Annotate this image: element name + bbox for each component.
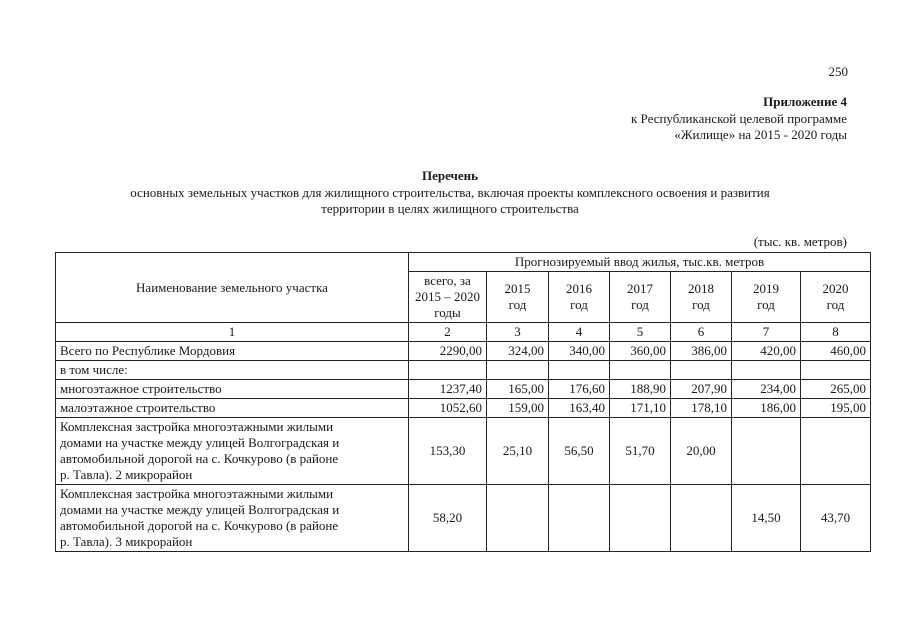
cell-2019: [732, 418, 801, 485]
header-year-2019-god: год: [757, 297, 775, 312]
row-name-line: автомобильной дорогой на с. Кочкурово (в районе: [60, 451, 339, 466]
cell-2018: 207,90: [671, 380, 732, 399]
header-year-2019: [732, 272, 801, 323]
cell-2020: [801, 361, 871, 380]
cell-2015: 25,10: [487, 418, 549, 485]
header-year-2018-god: год: [692, 297, 710, 312]
row-name-line: домами на участке между улицей Волгоградская и: [60, 502, 340, 517]
cell-2015: [487, 485, 549, 552]
appendix-title: Приложение 4: [763, 94, 847, 109]
column-number: 8: [801, 323, 871, 342]
header-total-line-2: 2015 – 2020: [415, 289, 480, 304]
column-number: 5: [610, 323, 671, 342]
column-number: 4: [549, 323, 610, 342]
cell-total: 2290,00: [409, 342, 487, 361]
cell-2018: 386,00: [671, 342, 732, 361]
cell-2018: 20,00: [671, 418, 732, 485]
cell-2019: 186,00: [732, 399, 801, 418]
row-name-line: домами на участке между улицей Волгоградская и: [60, 435, 340, 450]
cell-2019: 14,50: [732, 485, 801, 552]
header-year-2018: [671, 272, 732, 323]
cell-2018: 178,10: [671, 399, 732, 418]
row-name-line: р. Тавла). 3 микрорайон: [60, 534, 193, 549]
document-title: Перечень: [421, 168, 479, 183]
header-year-2020-god: год: [826, 297, 845, 312]
appendix-line-2: «Жилище» на 2015 - 2020 годы: [674, 127, 847, 142]
cell-2019: 420,00: [732, 342, 801, 361]
column-number: 7: [732, 323, 801, 342]
row-name: многоэтажное строительство: [56, 380, 409, 399]
column-number: 6: [671, 323, 732, 342]
cell-total: 1052,60: [409, 399, 487, 418]
row-name-line: р. Тавла). 2 микрорайон: [60, 467, 193, 482]
header-year-2017-value: 2017: [627, 281, 653, 296]
cell-2016: [549, 361, 610, 380]
header-year-2018-value: 2018: [688, 281, 714, 296]
header-year-2020-value: 2020: [822, 281, 849, 296]
cell-2016: 163,40: [549, 399, 610, 418]
header-year-2020: [801, 272, 871, 323]
cell-2020: 195,00: [801, 399, 871, 418]
cell-2015: [487, 361, 549, 380]
cell-2019: [732, 361, 801, 380]
cell-total: [409, 361, 487, 380]
table-row: [56, 380, 871, 399]
row-name: [56, 418, 409, 485]
cell-2018: [671, 361, 732, 380]
table-row: [56, 361, 871, 380]
cell-2017: [610, 485, 671, 552]
column-number: 2: [409, 323, 487, 342]
cell-2016: 176,60: [549, 380, 610, 399]
cell-2016: 340,00: [549, 342, 610, 361]
header-forecast-group: Прогнозируемый ввод жилья, тыс.кв. метров: [409, 253, 871, 272]
header-year-2016: [549, 272, 610, 323]
page-number: 250: [828, 64, 848, 79]
cell-2015: 165,00: [487, 380, 549, 399]
cell-2016: 56,50: [549, 418, 610, 485]
header-name: Наименование земельного участка: [56, 253, 409, 323]
cell-total: 1237,40: [409, 380, 487, 399]
cell-total: 153,30: [409, 418, 487, 485]
cell-2020: 460,00: [801, 342, 871, 361]
header-year-2016-god: год: [570, 297, 588, 312]
row-name-line: автомобильной дорогой на с. Кочкурово (в районе: [60, 518, 339, 533]
header-year-2015-god: год: [508, 297, 527, 312]
table-row: [56, 418, 871, 485]
column-number: 1: [56, 323, 409, 342]
cell-2017: 171,10: [610, 399, 671, 418]
table-row: [56, 485, 871, 552]
header-year-2016-value: 2016: [566, 281, 592, 296]
document-subtitle-line-2: территории в целях жилищного строительства: [321, 201, 579, 216]
row-name-line: Комплексная застройка многоэтажными жилыми: [60, 486, 334, 501]
cell-2020: [801, 418, 871, 485]
cell-2017: [610, 361, 671, 380]
row-name-line: Комплексная застройка многоэтажными жилыми: [60, 419, 334, 434]
row-name: в том числе:: [56, 361, 409, 380]
land-plots-table: [55, 252, 871, 552]
cell-total: 58,20: [409, 485, 487, 552]
cell-2017: 51,70: [610, 418, 671, 485]
appendix-block: [631, 94, 847, 144]
units-note: (тыс. кв. метров): [753, 234, 847, 249]
cell-2019: 234,00: [732, 380, 801, 399]
header-year-2017: [610, 272, 671, 323]
row-name: [56, 485, 409, 552]
table-row: [56, 342, 871, 361]
cell-2020: 265,00: [801, 380, 871, 399]
header-row-group: [56, 253, 871, 272]
header-total-line-3: годы: [434, 305, 461, 320]
row-name: Всего по Республике Мордовия: [56, 342, 409, 361]
header-total-line-1: всего, за: [424, 273, 471, 288]
row-name: малоэтажное строительство: [56, 399, 409, 418]
cell-2016: [549, 485, 610, 552]
header-year-2019-value: 2019: [753, 281, 779, 296]
cell-2015: 324,00: [487, 342, 549, 361]
cell-2015: 159,00: [487, 399, 549, 418]
header-total: [409, 272, 487, 323]
document-subtitle-line-1: основных земельных участков для жилищного строительства, включая проекты комплексного освоения и развития: [130, 184, 770, 200]
cell-2017: 360,00: [610, 342, 671, 361]
appendix-line-1: к Республиканской целевой программе: [630, 110, 847, 126]
cell-2018: [671, 485, 732, 552]
header-year-2015: [487, 272, 549, 323]
header-year-2015-value: 2015: [504, 281, 531, 296]
table-row: [56, 399, 871, 418]
document-heading: [40, 168, 860, 218]
column-number: 3: [487, 323, 549, 342]
column-number-row: [56, 323, 871, 342]
cell-2017: 188,90: [610, 380, 671, 399]
cell-2020: 43,70: [801, 485, 871, 552]
header-year-2017-god: год: [631, 297, 649, 312]
